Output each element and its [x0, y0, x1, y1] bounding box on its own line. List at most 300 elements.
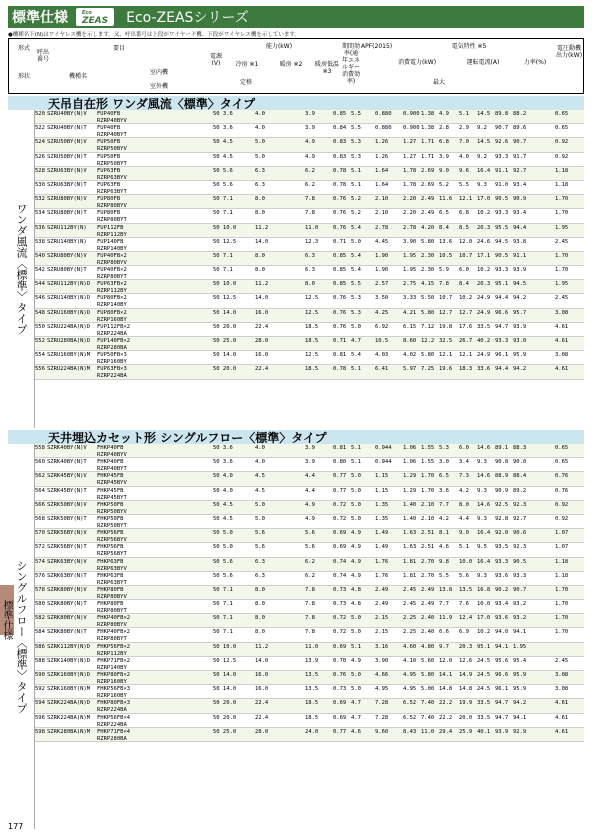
table-cell: 6.8: [439, 139, 449, 146]
table-cell: FHKP40FB: [97, 445, 124, 451]
table-cell: 90.2: [495, 586, 509, 593]
table-cell: 92.6: [495, 139, 509, 146]
table-cell: 50 3.6: [213, 459, 233, 466]
table-cell: 94.1: [495, 643, 509, 650]
table-cell: 590: [35, 672, 45, 678]
table-cell: 12.1: [459, 196, 473, 203]
table-cell: 5.6: [305, 530, 315, 537]
table-cell: 94.1: [513, 714, 527, 721]
table-cell: 9.2: [477, 125, 487, 132]
table-cell: 2.45: [403, 586, 417, 593]
table-cell: 3.9: [439, 153, 449, 160]
table-cell: 94.7: [495, 714, 509, 721]
table-cell: 14.9: [459, 672, 473, 678]
table-cell: 95.4: [513, 657, 527, 664]
table-cell: 24.9: [477, 309, 491, 316]
table-cell: FUP50FB: [97, 139, 121, 146]
table-cell: 50 7.1: [213, 210, 233, 217]
table-cell: 564: [35, 487, 45, 494]
table-cell: 5.5: [351, 281, 361, 288]
table-cell: RZRP50BYT: [97, 160, 127, 167]
table-cell: 2.78: [375, 224, 389, 231]
table-cell: 7.7: [439, 601, 449, 608]
table-cell: 5.80: [421, 352, 435, 359]
table-cell: 5.80: [421, 672, 435, 678]
table-header: [8, 38, 584, 94]
table-cell: 3.08: [555, 352, 569, 359]
table-cell: 12.6: [459, 657, 473, 664]
table-cell: 4.25: [375, 309, 389, 316]
table-cell: 0.78: [333, 167, 347, 174]
table-cell: 90.7: [495, 125, 509, 132]
table-cell: 2.10: [375, 196, 389, 203]
table-cell: 1.35: [375, 501, 389, 508]
table-cell: 0.73: [333, 586, 347, 593]
table-cell: 14.6: [477, 501, 491, 508]
table-cell: 94.0: [495, 629, 509, 636]
table-row: [35, 586, 584, 600]
table-cell: 0.73: [333, 686, 347, 693]
table-cell: 12.1: [459, 352, 473, 359]
table-cell: 4.95: [403, 672, 417, 678]
table-cell: 4.7: [351, 714, 361, 721]
col-kido: 電圧動機出力(kW): [555, 45, 583, 59]
table-cell: 5.0: [351, 515, 361, 522]
table-cell: 8.0: [255, 196, 265, 203]
table-cell: 4.0: [255, 445, 265, 451]
table-cell: 5.80: [421, 238, 435, 245]
table-row: [35, 195, 584, 209]
table-cell: 3.08: [555, 672, 569, 678]
table-cell: RZRP112BY: [97, 231, 127, 238]
table-cell: 95.9: [513, 672, 527, 678]
table-cell: 1.95: [555, 281, 569, 288]
series-title: Eco-ZEASシリーズ: [126, 10, 249, 26]
table-cell: 50 5.0: [213, 530, 233, 537]
table-cell: 8.0: [459, 501, 469, 508]
table-cell: 6.2: [305, 167, 315, 174]
table-row: [35, 543, 584, 557]
table-cell: 94.2: [513, 295, 527, 302]
table-cell: 598: [35, 728, 45, 735]
table-cell: 4.0: [255, 111, 265, 117]
table-cell: RZRP40BYV: [97, 118, 127, 124]
table-cell: 5.0: [351, 686, 361, 693]
table-cell: 10.5: [439, 252, 453, 259]
table-cell: 5.3: [351, 153, 361, 160]
table-cell: 4.45: [375, 238, 389, 245]
table-cell: 24.5: [477, 657, 491, 664]
table-cell: SZRK80BY(N)T: [47, 601, 87, 608]
table-cell: 93.3: [495, 210, 509, 217]
table-cell: 50 7.1: [213, 252, 233, 259]
table-cell: 0.80: [333, 459, 347, 466]
table-cell: 91.1: [495, 167, 509, 174]
table-cell: 90.7: [513, 139, 527, 146]
table-cell: SZRK50BY(N)V: [47, 501, 87, 508]
table-cell: 12.4: [459, 615, 473, 622]
table-cell: 11.0: [305, 224, 319, 231]
table-cell: 90.7: [513, 586, 527, 593]
table-cell: 0.85: [333, 252, 347, 259]
table-cell: 16.8: [477, 586, 491, 593]
table-cell: 6.2: [305, 572, 315, 579]
table-cell: 2.69: [421, 167, 435, 174]
table-cell: 22.2: [439, 714, 453, 721]
table-cell: 2.51: [421, 544, 435, 551]
table-cell: 5.60: [421, 657, 435, 664]
table-cell: 2.10: [421, 501, 435, 508]
table-cell: 2.10: [421, 515, 435, 522]
table-cell: 94.5: [495, 238, 509, 245]
table-cell: 95.1: [477, 643, 491, 650]
table-cell: 4.9: [305, 153, 315, 160]
table-cell: 14.5: [477, 139, 491, 146]
table-cell: 7.6: [459, 601, 469, 608]
table-cell: 0.71: [333, 238, 347, 245]
table-cell: 4.4: [459, 515, 469, 522]
table-cell: 1.95: [403, 252, 417, 259]
table-cell: 7.8: [305, 210, 315, 217]
table-cell: 93.4: [513, 181, 527, 188]
table-cell: RZRP80BYT: [97, 274, 127, 281]
table-cell: 0.84: [333, 125, 347, 132]
table-cell: 10.7: [439, 295, 453, 302]
table-cell: SZRU140BY(N)D: [47, 295, 91, 302]
table-cell: 5.6: [305, 544, 315, 551]
table-cell: 9.8: [439, 558, 449, 565]
table-cell: RZRP280BA: [97, 345, 127, 351]
table-cell: 1.70: [421, 487, 435, 494]
table-cell: RZRP224BA: [97, 721, 127, 728]
table-cell: 2.78: [403, 224, 417, 231]
table-cell: 92.3: [513, 544, 527, 551]
table-cell: 10.0: [459, 558, 473, 565]
col-yobidashi: 呼出番号: [37, 49, 50, 63]
group-label-single: シングルフロー〈標準〉タイプ: [8, 444, 35, 829]
table-row: [35, 671, 584, 685]
table-cell: 7.12: [421, 323, 435, 330]
table-row: [35, 280, 584, 294]
table-cell: SZRU160BY(N)M: [47, 352, 91, 359]
table-cell: 0.76: [333, 210, 347, 217]
table-cell: 9.6: [459, 167, 469, 174]
col-denki: 電気特性 ※5: [451, 43, 487, 50]
table-cell: RZRP50BYV: [97, 508, 127, 515]
table-cell: 11.9: [439, 615, 453, 622]
table-cell: 0.69: [333, 530, 347, 537]
table-cell: 2.49: [421, 196, 435, 203]
table-cell: 522: [35, 125, 45, 132]
table-cell: 50 10.0: [213, 224, 237, 231]
table-row: [35, 337, 584, 351]
table-cell: 94.7: [495, 700, 509, 707]
table-cell: 2.49: [375, 586, 389, 593]
table-cell: 542: [35, 267, 45, 274]
table-cell: 6.8: [459, 210, 469, 217]
table-cell: 2.20: [403, 210, 417, 217]
table-cell: 2.49: [375, 601, 389, 608]
table-cell: 13.5: [305, 672, 319, 678]
table-row: [35, 138, 584, 152]
table-cell: 4.61: [555, 700, 569, 707]
table-cell: 6.0: [459, 445, 469, 451]
table-cell: 25.9: [459, 728, 473, 735]
table-cell: RZRP56BYV: [97, 537, 127, 544]
table-cell: 50 3.6: [213, 111, 233, 117]
table-cell: 1.78: [403, 181, 417, 188]
col-rikiritsu: 力率(%): [523, 59, 547, 66]
table-cell: 2.20: [403, 196, 417, 203]
table-cell: 2.15: [375, 615, 389, 622]
table-cell: 11.0: [421, 728, 435, 735]
table-cell: 95.9: [513, 686, 527, 693]
table-cell: RZRP45BYT: [97, 494, 127, 501]
table-cell: 94.5: [513, 281, 527, 288]
table-cell: 1.15: [375, 487, 389, 494]
table-cell: SZRK63BY(N)T: [47, 572, 87, 579]
table-cell: 5.0: [255, 139, 265, 146]
table-cell: FHKP71FB×2: [97, 657, 131, 664]
table-cell: 17.1: [477, 252, 491, 259]
col-noryoku: 能力(kW): [265, 43, 293, 50]
table-cell: 4.2: [439, 515, 449, 522]
table-cell: 19.8: [439, 323, 453, 330]
table-cell: 5.2: [351, 196, 361, 203]
table-cell: 5.5: [351, 125, 361, 132]
table-cell: 550: [35, 323, 45, 330]
table-cell: 1.70: [555, 252, 569, 259]
table-cell: 10.5: [375, 338, 389, 344]
table-cell: RZRP112BY: [97, 288, 127, 295]
table-cell: 0.77: [333, 473, 347, 480]
table-cell: 8.0: [255, 210, 265, 217]
table-cell: 6.3: [255, 558, 265, 565]
table-row: [35, 309, 584, 323]
table-cell: FHKP50FB: [97, 501, 124, 508]
table-cell: 4.60: [403, 643, 417, 650]
table-cell: 560: [35, 459, 45, 466]
table-cell: 16.4: [477, 167, 491, 174]
table-cell: RZRP40BYT: [97, 466, 127, 473]
table-cell: RZRP50BYV: [97, 146, 127, 153]
table-cell: 1.38: [421, 111, 435, 117]
table-cell: 3.08: [555, 686, 569, 693]
table-cell: 0.76: [333, 196, 347, 203]
table-cell: 1.71: [421, 153, 435, 160]
table-cell: 9.3: [477, 487, 487, 494]
table-cell: 13.9: [305, 657, 319, 664]
table-cell: RZRP160BY: [97, 359, 127, 366]
table-cell: 3.90: [403, 238, 417, 245]
table-cell: 9.2: [477, 153, 487, 160]
table-cell: 9.3: [477, 572, 487, 579]
table-cell: 93.4: [495, 601, 509, 608]
table-cell: 90.0: [513, 459, 527, 466]
table-cell: 18.5: [305, 366, 319, 373]
table-cell: 50 10.0: [213, 643, 237, 650]
table-cell: 8.0: [255, 586, 265, 593]
table-cell: 92.5: [495, 501, 509, 508]
table-cell: RZRP56BYT: [97, 551, 127, 558]
table-cell: RZRP40BYV: [97, 452, 127, 458]
table-cell: 50 7.1: [213, 615, 233, 622]
table-cell: 5.6: [459, 572, 469, 579]
table-cell: 0.76: [333, 672, 347, 678]
table-cell: RZRP80BYT: [97, 217, 127, 224]
table-cell: RZRP280BA: [97, 735, 127, 742]
table-cell: 5.4: [351, 224, 361, 231]
col-keishiki: 形式: [17, 45, 30, 52]
table-cell: FHKP80FB: [97, 586, 124, 593]
table-cell: RZRP63BYT: [97, 579, 127, 586]
col-dengen: 電源(V): [209, 53, 222, 67]
table-cell: 4.8: [351, 586, 361, 593]
table-cell: SZRU160BY(N)D: [47, 309, 91, 316]
table-cell: 0.71: [333, 338, 347, 344]
table-cell: 1.29: [403, 487, 417, 494]
table-cell: 2.30: [421, 252, 435, 259]
table-cell: FUP40FB: [97, 111, 121, 117]
table-cell: 4.2: [459, 487, 469, 494]
col-reibo: 冷房 ※1: [235, 61, 259, 68]
table-cell: 89.1: [495, 445, 509, 451]
table-cell: 10.2: [477, 210, 491, 217]
table-cell: 6.0: [459, 267, 469, 274]
table-cell: SZRU80BY(N)V: [47, 196, 87, 203]
table-cell: 574: [35, 558, 45, 565]
table-cell: FHKP45FB: [97, 473, 124, 480]
table-cell: 95.7: [513, 309, 527, 316]
table-cell: RZRP140BY: [97, 302, 127, 309]
table-cell: 93.8: [513, 238, 527, 245]
table-cell: 93.2: [513, 601, 527, 608]
table-cell: FHKP50FB: [97, 515, 124, 522]
table-body-wonder: [35, 110, 584, 380]
table-cell: 96.6: [495, 672, 509, 678]
table-cell: 8.1: [439, 530, 449, 537]
table-cell: FUP63FB×2: [97, 281, 127, 288]
table-cell: 538: [35, 238, 45, 245]
table-row: [35, 558, 584, 572]
table-cell: 5.0: [351, 672, 361, 678]
table-cell: 0.944: [375, 445, 392, 451]
table-cell: 20.3: [459, 643, 473, 650]
table-cell: 0.76: [333, 224, 347, 231]
table-cell: 0.78: [333, 366, 347, 373]
table-cell: 88.2: [513, 111, 527, 117]
table-cell: 582: [35, 615, 45, 622]
table-cell: 50 4.5: [213, 139, 233, 146]
table-cell: 0.77: [333, 487, 347, 494]
table-cell: 5.4: [351, 352, 361, 359]
table-cell: 20.3: [477, 281, 491, 288]
table-cell: 6.3: [255, 181, 265, 188]
table-cell: 10.2: [459, 295, 473, 302]
table-cell: 2.45: [555, 295, 569, 302]
table-cell: 536: [35, 224, 45, 231]
table-cell: 1.78: [403, 167, 417, 174]
table-cell: 2.9: [459, 125, 469, 132]
table-cell: 14.5: [477, 111, 491, 117]
table-cell: RZRP80BYT: [97, 636, 127, 643]
table-cell: 6.15: [403, 323, 417, 330]
table-cell: 5.1: [351, 643, 361, 650]
table-cell: 89.2: [513, 487, 527, 494]
table-cell: 2.70: [421, 558, 435, 565]
table-cell: 50 20.0: [213, 323, 237, 330]
table-cell: 9.0: [439, 167, 449, 174]
table-cell: 50 7.1: [213, 629, 233, 636]
table-cell: 0.65: [555, 111, 569, 117]
table-cell: 11.2: [255, 281, 269, 288]
table-cell: 18.5: [305, 700, 319, 707]
table-cell: 1.06: [403, 459, 417, 466]
table-cell: 5.4: [351, 252, 361, 259]
table-cell: 558: [35, 445, 45, 451]
table-cell: 11.2: [255, 643, 269, 650]
table-cell: 29.4: [439, 728, 453, 735]
table-cell: 5.5: [439, 572, 449, 579]
table-cell: 4.9: [305, 501, 315, 508]
table-row: [35, 224, 584, 238]
table-cell: RZRP224BA: [97, 330, 127, 337]
table-cell: 7.8: [305, 601, 315, 608]
table-cell: 93.3: [495, 338, 509, 344]
table-cell: RZRP80BYV: [97, 622, 127, 629]
table-cell: 12.5: [305, 295, 319, 302]
table-cell: 0.70: [333, 657, 347, 664]
table-cell: 9.3: [477, 181, 487, 188]
table-cell: 93.3: [495, 558, 509, 565]
table-cell: 2.15: [375, 629, 389, 636]
table-cell: 16.4: [477, 558, 491, 565]
table-cell: 93.6: [495, 615, 509, 622]
table-cell: 1.76: [375, 572, 389, 579]
table-cell: 5.3: [351, 139, 361, 146]
table-cell: 544: [35, 281, 45, 288]
table-cell: 50 20.0: [213, 714, 237, 721]
table-cell: 4.9: [439, 111, 449, 117]
table-cell: FUP40FB: [97, 125, 121, 132]
table-cell: 6.41: [375, 366, 389, 373]
table-cell: 4.7: [351, 700, 361, 707]
table-cell: 5.0: [351, 501, 361, 508]
table-cell: 6.6: [439, 629, 449, 636]
table-cell: 7.8: [305, 586, 315, 593]
table-cell: 16.0: [255, 352, 269, 359]
table-cell: 93.9: [495, 728, 509, 735]
table-row: [35, 209, 584, 223]
table-cell: 2.45: [403, 601, 417, 608]
table-cell: 14.0: [255, 238, 269, 245]
table-row: [35, 600, 584, 614]
table-cell: SZRK280BA(N)M: [47, 728, 91, 735]
table-cell: 13.8: [439, 586, 453, 593]
table-cell: 0.65: [555, 445, 569, 451]
table-cell: 1.70: [555, 586, 569, 593]
table-cell: 18.5: [305, 323, 319, 330]
table-cell: FHKP80FB: [97, 601, 124, 608]
col-shitsugaiki: 室外機: [149, 83, 168, 90]
table-cell: 50 7.1: [213, 601, 233, 608]
table-cell: 0.85: [333, 111, 347, 117]
table-cell: 91.1: [513, 252, 527, 259]
table-cell: RZRP224BA: [97, 373, 127, 380]
table-cell: FUP50FB: [97, 153, 121, 160]
table-cell: 0.72: [333, 629, 347, 636]
table-cell: 5.3: [439, 445, 449, 451]
